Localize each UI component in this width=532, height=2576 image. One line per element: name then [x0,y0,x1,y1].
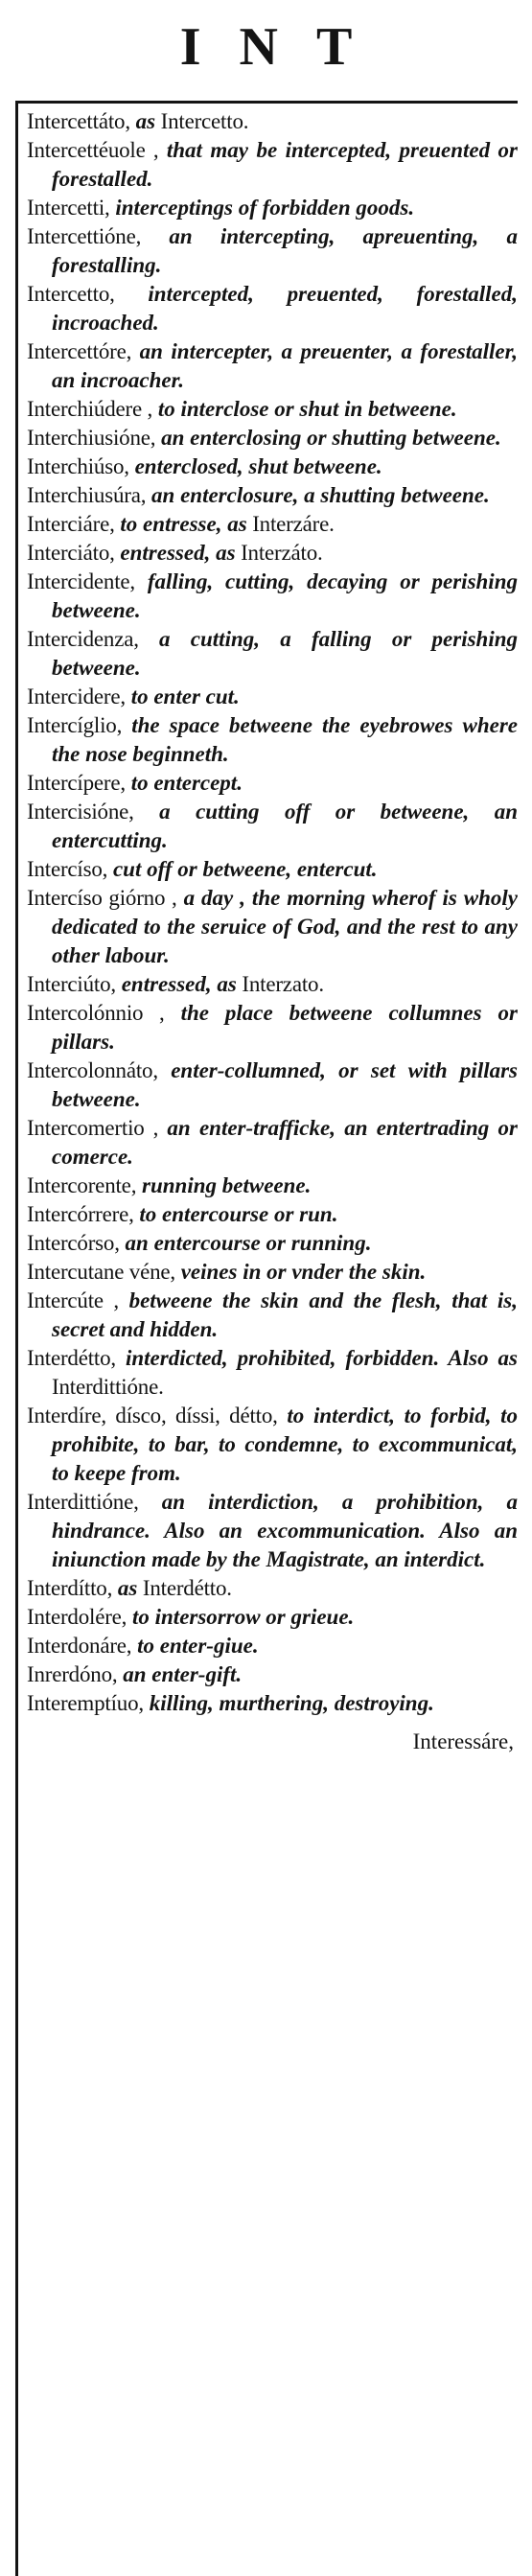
entry-headword: Intercorente, [27,1173,137,1197]
dictionary-entry [27,1660,518,1689]
dictionary-entry [27,568,518,625]
entry-headword: Intercidere, [27,685,126,708]
entry-headword: Intercípere, [27,771,126,795]
entry-cross-reference: Interdittióne. [52,1375,164,1399]
page-header [0,0,532,98]
entry-definition: an enterclosure, a shutting betweene. [151,483,490,507]
dictionary-entry [27,1689,518,1718]
entry-definition: a day , the morning wherof is wholy dedicated to the seruice of God, and the rest to any other labour. [52,886,518,967]
dictionary-entry [27,481,518,510]
entry-headword: Intercettóre, [27,339,132,363]
entry-definition: cut off or betweene, entercut. [112,857,378,881]
entry-headword: Intercúte , [27,1288,119,1312]
entry-headword: Interemptíuo, [27,1691,144,1715]
entry-definition: that may be intercepted, preuented or forestalled. [52,138,518,191]
entry-definition: running betweene. [142,1173,312,1197]
entry-definition: to entresse, as [120,512,247,536]
entry-list [27,107,518,2576]
dictionary-entry [27,1287,518,1344]
entry-cross-reference: Interdétto. [137,1576,232,1600]
dictionary-entry [27,1402,518,1488]
dictionary-entry [27,683,518,711]
dictionary-entry [27,1344,518,1402]
entry-headword: Interdittióne, [27,1490,139,1514]
entry-headword: Intercetti, [27,196,110,220]
entry-definition: interdicted, prohibited, forbidden. Also as [125,1346,518,1370]
entry-headword: Intercidenza, [27,627,139,651]
entry-definition: an enter-gift. [123,1662,243,1686]
entry-headword: Intercutane véne, [27,1260,175,1284]
entry-definition: a cutting off or betweene, an entercutting. [52,800,518,852]
dictionary-entry [27,855,518,884]
entry-headword: Intercisióne, [27,800,134,824]
entry-headword: Interchiúso, [27,454,129,478]
entry-headword: Intercidente, [27,569,135,593]
entry-cross-reference: Interzato. [236,972,324,996]
entry-headword: Interchiusúra, [27,483,147,507]
dictionary-entry [27,1114,518,1172]
entry-headword: Interdíre, dísco, díssi, détto, [27,1404,278,1427]
entry-headword: Intercettáto, [27,109,130,133]
entry-headword: Interdolére, [27,1605,127,1629]
entry-definition: to entercept. [130,771,243,795]
section-title: INT [179,17,391,77]
dictionary-entry [27,1488,518,1574]
entry-headword: Interciáto, [27,541,115,565]
entry-headword: Intercíglio, [27,713,123,737]
entry-cross-reference: Interzáre. [246,512,335,536]
entry-definition: enterclosed, shut betweene. [134,454,382,478]
dictionary-entry [27,711,518,769]
entry-definition: enter-collumned, or set with pillars betweene. [52,1058,518,1111]
dictionary-entry [27,625,518,683]
dictionary-entry [27,222,518,280]
entry-headword: Interchiúdere , [27,397,153,421]
entry-definition: the place betweene collumnes or pillars. [52,1001,518,1054]
dictionary-entry [27,769,518,798]
header-rule [15,101,518,104]
entry-definition: a cutting, a falling or perishing betweene. [52,627,518,680]
dictionary-entry [27,1574,518,1603]
entry-headword: Intercettióne, [27,224,142,248]
dictionary-entry [27,280,518,337]
entry-definition: to enter cut. [130,685,240,708]
dictionary-entry [27,1229,518,1258]
entry-definition: intercepted, preuented, forestalled, incroached. [52,282,518,335]
entry-headword: Interciúto, [27,972,116,996]
dictionary-entry [27,337,518,395]
entry-headword: Interdétto, [27,1346,116,1370]
entry-headword: Intercíso giórno , [27,886,177,910]
dictionary-entry [27,884,518,970]
dictionary-entry [27,424,518,453]
entry-definition: veines in or vnder the skin. [180,1260,427,1284]
dictionary-entry [27,107,518,136]
dictionary-entry [27,1258,518,1287]
dictionary-entry [27,453,518,481]
entry-definition: as [117,1576,138,1600]
entry-headword: Intercomertio , [27,1116,159,1140]
entry-definition: to interclose or shut in betweene. [157,397,457,421]
entry-headword: Intercíso, [27,857,108,881]
entry-definition: an intercepting, apreuenting, a forestalling. [52,224,518,277]
dictionary-entry [27,970,518,999]
entry-definition: entressed, as [120,541,236,565]
entry-definition: an intercepter, a preuenter, a forestaller, an incroacher. [52,339,518,392]
entry-headword: Interchiusióne, [27,426,156,450]
entry-headword: Intercettéuole , [27,138,159,162]
entry-definition: an enterclosing or shutting betweene. [161,426,501,450]
dictionary-entry [27,1172,518,1200]
entry-headword: Interdonáre, [27,1634,132,1658]
entry-definition: an entercourse or running. [125,1231,372,1255]
entry-definition: an interdiction, a prohibition, a hindrance. Also an excommunication. Also an iniunction made by the Magistrate, an interdict. [52,1490,518,1571]
entry-headword: Interdítto, [27,1576,113,1600]
entry-headword: Intercetto, [27,282,115,306]
entry-definition: killing, murthering, destroying. [149,1691,434,1715]
entry-definition: interceptings of forbidden goods. [115,196,415,220]
column-rule [15,101,18,2576]
entry-cross-reference: Intercetto. [155,109,249,133]
entry-definition: to entercourse or run. [139,1202,338,1226]
entry-definition: an enter-trafficke, an entertrading or comerce. [52,1116,518,1169]
dictionary-entry [27,194,518,222]
entry-headword: Intercolónnio , [27,1001,165,1025]
entry-definition: to interdict, to forbid, to prohibite, to bar, to condemne, to excommunicat, to keepe from. [52,1404,518,1485]
entry-definition: betweene the skin and the flesh, that is, secret and hidden. [52,1288,518,1341]
dictionary-entry [27,136,518,194]
entry-headword: Inrerdóno, [27,1662,118,1686]
entry-headword: Intercórso, [27,1231,120,1255]
entry-definition: as [135,109,156,133]
dictionary-entry [27,539,518,568]
dictionary-entry [27,1200,518,1229]
dictionary-entry [27,999,518,1056]
dictionary-entry [27,510,518,539]
dictionary-entry [27,1056,518,1114]
entry-definition: falling, cutting, decaying or perishing betweene. [52,569,518,622]
entry-headword: Intercolonnáto, [27,1058,158,1082]
dictionary-entry [27,798,518,855]
dictionary-entry [27,1603,518,1632]
dictionary-entry [27,395,518,424]
entry-cross-reference: Interzáto. [235,541,323,565]
entry-definition: the space betweene the eyebrowes where the nose beginneth. [52,713,518,766]
entry-headword: Intercórrere, [27,1202,134,1226]
dictionary-entry [27,1632,518,1660]
entry-headword: Interciáre, [27,512,115,536]
entry-definition: to intersorrow or grieue. [131,1605,355,1629]
entry-definition: entressed, as [121,972,237,996]
catchword: Interessáre, [412,1729,514,1753]
entry-definition: to enter-giue. [137,1634,259,1658]
